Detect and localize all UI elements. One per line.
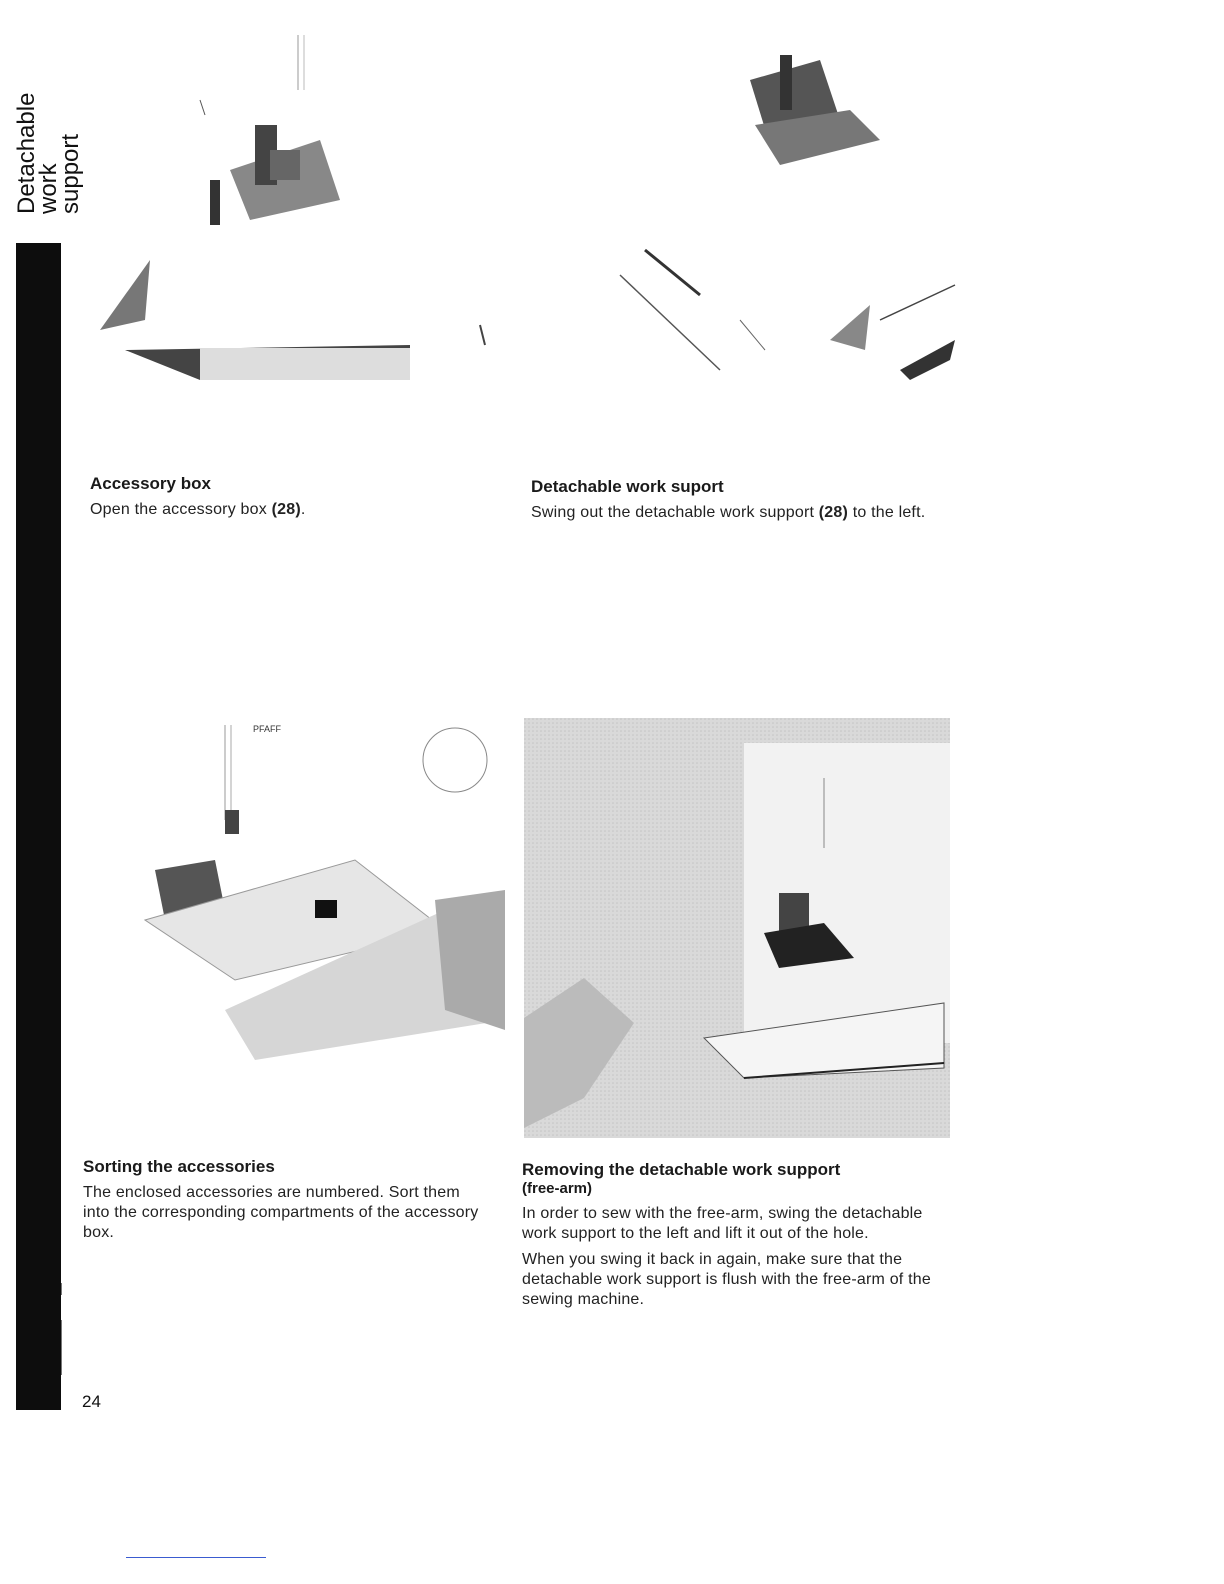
- section-body: [531, 503, 941, 523]
- footer-rule: [126, 1557, 266, 1558]
- section-title: [522, 1160, 942, 1198]
- photo-sorting-accessories-illustration: [85, 710, 505, 1140]
- body-text-end: to the left.: [848, 504, 926, 521]
- section-title: Accessory box: [90, 474, 211, 493]
- reference-number: (28): [818, 504, 849, 521]
- section-paragraph-2: When you swing it back in again, make sure that the detachable work support is flush with the free-arm of the sewing machine.: [522, 1251, 931, 1308]
- margin-mark: [61, 1283, 62, 1295]
- section-paragraph-1: In order to sew with the free-arm, swing the detachable work support to the left and lift it out of the hole.: [522, 1205, 923, 1242]
- section-title: Sorting the accessories: [83, 1157, 275, 1176]
- section-detachable-work-suport: [531, 477, 941, 529]
- body-text-end: .: [300, 501, 306, 518]
- section-title-text: Removing the detachable work support: [522, 1160, 841, 1179]
- photo-detachable-work-support: [600, 40, 960, 460]
- photo-removing-work-support: [524, 718, 950, 1138]
- section-removing-work-support: [522, 1160, 942, 1316]
- section-accessory-box: [90, 474, 490, 526]
- side-tab-bar: [16, 243, 61, 1410]
- photo-accessory-box: [90, 30, 500, 460]
- photo-sorting-accessories: [85, 710, 505, 1140]
- photo-removing-work-support-illustration: [524, 718, 950, 1138]
- section-title: Detachable work suport: [531, 477, 724, 496]
- margin-mark: [61, 1320, 62, 1375]
- photo-accessory-box-illustration: [90, 30, 500, 460]
- page-number: 24: [82, 1392, 101, 1411]
- side-tab-title: Detachable work support: [13, 92, 84, 214]
- section-sorting-accessories: [83, 1157, 483, 1249]
- section-body: [90, 500, 490, 520]
- body-text: Open the accessory box: [90, 501, 272, 518]
- body-text: Swing out the detachable work support: [531, 504, 819, 521]
- brand-label: PFAFF: [253, 724, 282, 734]
- reference-number: (28): [271, 501, 301, 518]
- section-body: The enclosed accessories are numbered. Sort them into the corresponding compartments of the accessory box.: [83, 1184, 479, 1241]
- section-subtitle: (free-arm): [522, 1180, 593, 1197]
- side-tab-title-area: [13, 40, 84, 240]
- photo-detachable-work-support-illustration: [600, 40, 960, 460]
